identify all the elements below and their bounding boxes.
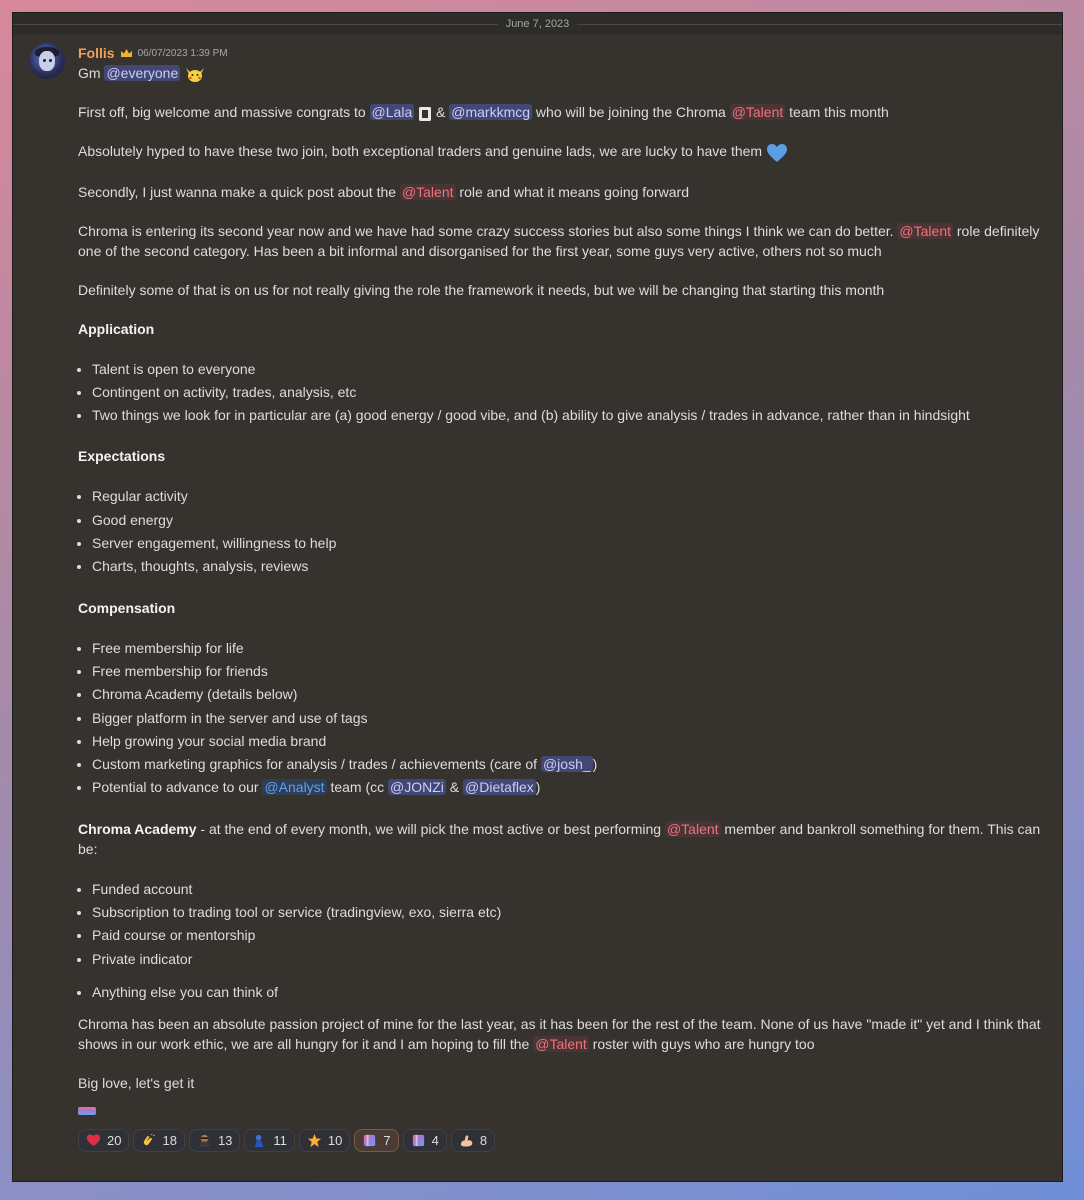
compensation-heading: Compensation bbox=[78, 599, 176, 616]
closing-paragraph: Chroma has been an absolute passion project of mine for the last year, as it has been for the rest of the team. None of us have "made it" yet and I think that shows in our work ethic, we are all hungry for it and I am hoping to fill the @Talent roster with guys who are hungry too bbox=[78, 1016, 1041, 1053]
framework-paragraph: Definitely some of that is on us for not really giving the role the framework it needs, but we will be changing that starting this month bbox=[78, 281, 885, 298]
chroma-banner-icon bbox=[78, 1107, 96, 1115]
list-item: • Free membership for friends bbox=[92, 660, 1042, 683]
message bbox=[13, 35, 1062, 1152]
list-item: • Funded account bbox=[92, 878, 1042, 901]
mention-markkmcg[interactable]: @markkmcg bbox=[451, 104, 531, 121]
reaction-count: 20 bbox=[107, 1132, 122, 1148]
list-item: • Server engagement, willingness to help bbox=[92, 532, 1042, 555]
pikachu-emoji-icon bbox=[184, 65, 206, 83]
date-divider-label: June 7, 2023 bbox=[498, 18, 578, 30]
greeting-line: Gm @everyone bbox=[78, 63, 1042, 83]
secondly-paragraph: Secondly, I just wanna make a quick post about the @Talent role and what it means going forward bbox=[78, 183, 689, 200]
list-item: • Private indicator bbox=[92, 948, 1042, 971]
reaction-custom-2[interactable] bbox=[244, 1129, 295, 1152]
role-talent-mention[interactable]: @Talent bbox=[731, 104, 784, 121]
list-item: • Bigger platform in the server and use of tags bbox=[92, 707, 1042, 730]
custom-emoji-icon bbox=[197, 1133, 212, 1148]
list-item: • Regular activity bbox=[92, 485, 1042, 508]
reaction-count: 8 bbox=[479, 1132, 488, 1148]
application-heading: Application bbox=[78, 320, 155, 337]
reaction-count: 18 bbox=[162, 1132, 177, 1148]
list-item: • Charts, thoughts, analysis, reviews bbox=[92, 555, 1042, 578]
list-item: • Chroma Academy (details below) bbox=[92, 683, 1042, 706]
academy-paragraph: Chroma Academy - at the end of every month, we will pick the most active or best performing @Talent member and bankroll something for them. This can be: bbox=[78, 820, 1041, 857]
list-item: • Subscription to trading tool or service (tradingview, exo, sierra etc) bbox=[92, 901, 1042, 924]
list-item: • Good energy bbox=[92, 509, 1042, 532]
discord-window bbox=[12, 12, 1063, 1182]
list-item: • Anything else you can think of bbox=[92, 981, 1042, 1004]
chroma-icon bbox=[411, 1133, 426, 1148]
reaction-star[interactable] bbox=[299, 1129, 350, 1152]
role-talent-mention[interactable]: @Talent bbox=[899, 222, 951, 239]
list-item: • Contingent on activity, trades, analysis, etc bbox=[92, 381, 1042, 404]
mention-everyone[interactable]: @everyone bbox=[106, 65, 179, 81]
reaction-count: 4 bbox=[431, 1132, 439, 1148]
reaction-count: 10 bbox=[327, 1132, 343, 1148]
reaction-chroma-1[interactable] bbox=[354, 1129, 398, 1152]
custom-emoji-icon bbox=[252, 1133, 267, 1148]
mention-jonzi[interactable]: @JONZi bbox=[390, 779, 444, 796]
reaction-count: 11 bbox=[273, 1132, 287, 1148]
mention-dietaflex[interactable]: @Dietaflex bbox=[465, 779, 534, 796]
flex-icon bbox=[459, 1133, 474, 1148]
reaction-heart[interactable] bbox=[78, 1129, 129, 1152]
message-content bbox=[78, 63, 1042, 1152]
signoff: Big love, let's get it bbox=[78, 1075, 195, 1092]
academy-heading: Chroma Academy bbox=[78, 820, 197, 837]
chroma-icon bbox=[362, 1133, 377, 1148]
hyped-paragraph: Absolutely hyped to have these two join, both exceptional traders and genuine lads, we are lucky to have them bbox=[78, 141, 1042, 162]
list-item: • Talent is open to everyone bbox=[92, 358, 1042, 381]
role-talent-mention[interactable]: @Talent bbox=[401, 183, 454, 200]
reaction-clap[interactable] bbox=[133, 1129, 184, 1152]
mention-josh[interactable]: @josh_ bbox=[542, 756, 591, 773]
star-icon bbox=[307, 1133, 322, 1148]
clap-icon bbox=[141, 1133, 156, 1148]
blue-heart-icon bbox=[766, 143, 788, 163]
mention-lala[interactable]: @Lala bbox=[371, 104, 413, 121]
role-talent-mention[interactable]: @Talent bbox=[535, 1036, 587, 1053]
reaction-count: 7 bbox=[383, 1132, 391, 1148]
application-list bbox=[78, 358, 1042, 428]
list-item: • Help growing your social media brand bbox=[92, 730, 1042, 753]
list-item: • Custom marketing graphics for analysis / trades / achievements (care of @josh_ ) bbox=[92, 753, 1042, 776]
avatar[interactable] bbox=[29, 43, 65, 79]
card-emoji-icon bbox=[418, 106, 432, 122]
role-talent-mention[interactable]: @Talent bbox=[666, 820, 719, 837]
academy-list bbox=[78, 878, 1042, 971]
message-header bbox=[78, 43, 1042, 63]
heart-icon bbox=[86, 1133, 101, 1148]
reaction-count: 13 bbox=[217, 1132, 233, 1148]
list-item: • Potential to advance to our @Analyst team (cc @JONZi & @Dietaflex ) bbox=[92, 776, 1042, 799]
welcome-paragraph: First off, big welcome and massive congrats to @Lala & @markkmcg who will be joining the Chroma @Talent team this month bbox=[78, 104, 889, 121]
username[interactable]: Follis bbox=[78, 45, 115, 61]
reaction-chroma-2[interactable] bbox=[403, 1129, 447, 1152]
list-item: • Free membership for life bbox=[92, 637, 1042, 660]
reaction-flex[interactable] bbox=[451, 1129, 495, 1152]
date-divider bbox=[13, 13, 1062, 35]
expectations-list bbox=[78, 485, 1042, 578]
list-item: • Paid course or mentorship bbox=[92, 924, 1042, 947]
academy-extra-list bbox=[78, 981, 1042, 1004]
list-item: • Two things we look for in particular are (a) good energy / good vibe, and (b) ability to give analysis / trades in advance, rather than in hindsight bbox=[92, 404, 1042, 427]
expectations-heading: Expectations bbox=[78, 448, 166, 465]
crown-icon bbox=[120, 48, 133, 58]
role-analyst-mention[interactable]: @Analyst bbox=[264, 779, 325, 796]
timestamp: 06/07/2023 1:39 PM bbox=[137, 47, 228, 59]
reaction-custom-1[interactable] bbox=[189, 1129, 240, 1152]
compensation-list bbox=[78, 637, 1042, 800]
second-year-paragraph: Chroma is entering its second year now and we have had some crazy success stories but also some things I think we can do better. @Talent role definitely one of the second category. Has been a bit informal and disorganised for the first year, some guys very active, others not so much bbox=[78, 222, 1040, 259]
reactions-bar bbox=[78, 1129, 1042, 1152]
